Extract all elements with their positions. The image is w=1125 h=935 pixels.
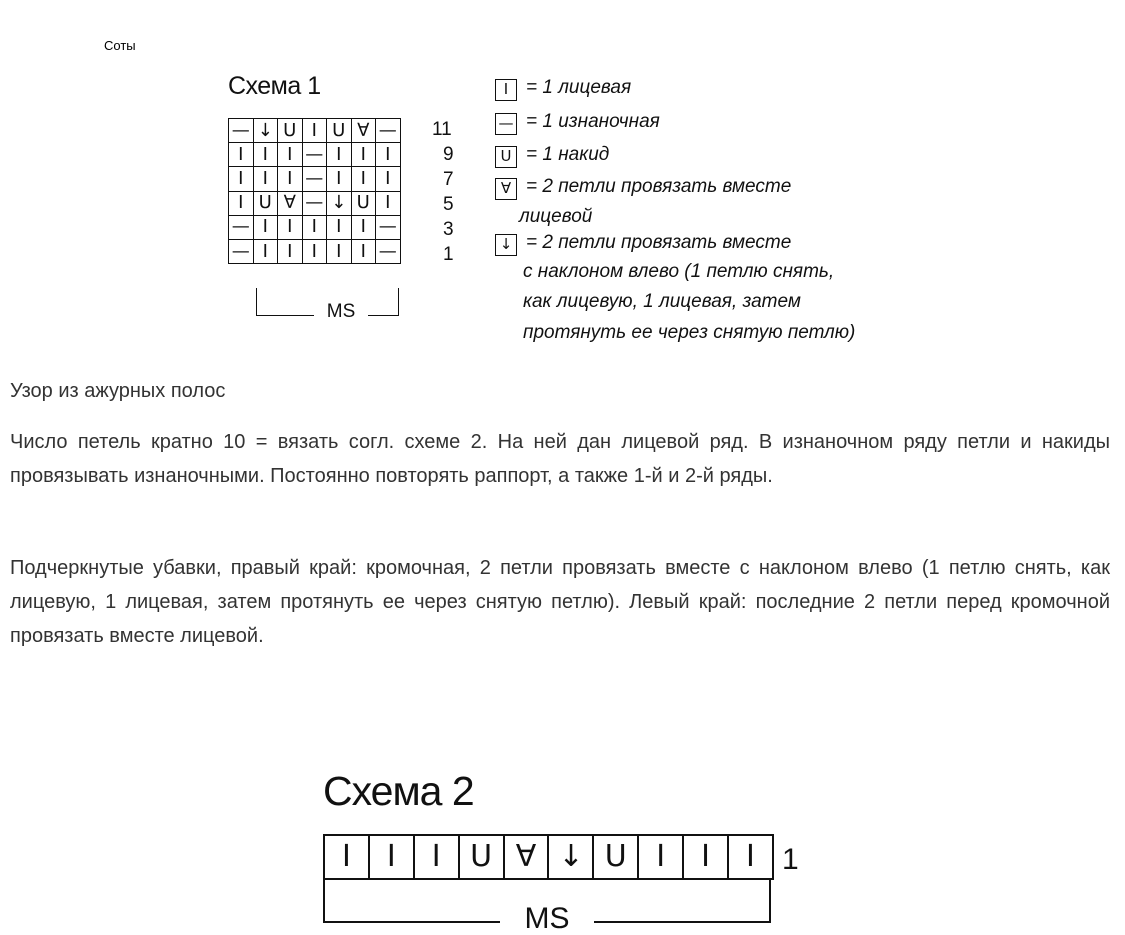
chart-cell: U: [459, 835, 504, 879]
chart-cell: —: [302, 143, 327, 167]
chart-cell: —: [376, 239, 401, 263]
chart-cell: —: [376, 119, 401, 143]
chart-cell: ↓: [253, 119, 278, 143]
chart-row: [324, 835, 773, 879]
chart-cell: I: [351, 143, 376, 167]
chart-row: [229, 119, 401, 143]
scheme2-chart-grid: [323, 834, 774, 880]
chart-row: [229, 215, 401, 239]
chart-cell: ↓: [548, 835, 593, 879]
chart-cell: I: [324, 835, 369, 879]
chart-cell: I: [351, 215, 376, 239]
pattern-heading: Узор из ажурных полос: [10, 380, 226, 402]
left-slant-decrease-symbol: ↓: [495, 234, 517, 256]
chart-cell: ∀: [351, 119, 376, 143]
legend-text: = 1 лицевая: [526, 77, 632, 98]
chart-cell: I: [302, 119, 327, 143]
chart-cell: I: [253, 167, 278, 191]
chart-cell: I: [229, 191, 254, 215]
chart-cell: I: [253, 215, 278, 239]
yarn-over-symbol: U: [495, 146, 517, 168]
scheme1-title: Схема 1: [228, 72, 321, 100]
chart-row: [229, 167, 401, 191]
legend-text: = 2 петли провязать вместе: [526, 176, 792, 197]
row-number: 11: [432, 119, 452, 140]
chart-cell: I: [327, 167, 352, 191]
chart-cell: —: [229, 119, 254, 143]
row-number: 5: [443, 194, 454, 215]
legend-text: как лицевую, 1 лицевая, затем: [523, 291, 801, 312]
row-number: 7: [443, 169, 454, 190]
chart-cell: U: [351, 191, 376, 215]
repeat-label: MS: [314, 302, 368, 321]
chart-cell: I: [351, 239, 376, 263]
chart-row: [229, 143, 401, 167]
chart-cell: I: [683, 835, 728, 879]
legend-text: = 1 изнаночная: [526, 111, 660, 132]
chart-cell: I: [327, 143, 352, 167]
chart-cell: I: [278, 239, 303, 263]
legend-text: = 1 накид: [526, 144, 610, 165]
chart-cell: I: [302, 239, 327, 263]
chart-cell: I: [253, 143, 278, 167]
chart-cell: I: [229, 143, 254, 167]
chart-cell: I: [253, 239, 278, 263]
chart-cell: I: [369, 835, 414, 879]
chart-row: [229, 239, 401, 263]
chart-cell: I: [327, 215, 352, 239]
legend-text: = 2 петли провязать вместе: [526, 232, 792, 253]
chart-cell: I: [638, 835, 683, 879]
chart-cell: I: [376, 143, 401, 167]
scheme1-chart-grid: [228, 118, 401, 264]
pattern-description: Число петель кратно 10 = вязать согл. схеме 2. На ней дан лицевой ряд. В изнаночном ряду петли и накиды провязывать изнаночными. Постоянно повторять раппорт, а также 1-й и 2-й ряды.: [10, 431, 1110, 487]
chart-cell: I: [351, 167, 376, 191]
pattern-decreases: Подчеркнутые убавки, правый край: кромочная, 2 петли провязать вместе с наклоном влево (1 петлю снять, как лицевую, 1 лицевая, затем протянуть ее через снятую петлю). Левый край: последние 2 петли перед кромочной провязать вместе лицевой.: [10, 557, 1110, 647]
legend-text: лицевой: [519, 206, 593, 227]
chart-cell: U: [593, 835, 638, 879]
chart-cell: I: [302, 215, 327, 239]
chart-cell: —: [302, 167, 327, 191]
chart-cell: U: [327, 119, 352, 143]
purl-stitch-symbol: —: [495, 113, 517, 135]
chart-cell: I: [278, 143, 303, 167]
page-caption: Соты: [104, 38, 136, 53]
knit-stitch-symbol: I: [495, 79, 517, 101]
chart-cell: —: [229, 239, 254, 263]
chart-cell: —: [302, 191, 327, 215]
row-number: 3: [443, 219, 454, 240]
chart-cell: U: [278, 119, 303, 143]
chart-cell: I: [376, 167, 401, 191]
chart-cell: U: [253, 191, 278, 215]
chart-cell: I: [278, 215, 303, 239]
k2tog-symbol: ∀: [495, 178, 517, 200]
chart-cell: I: [327, 239, 352, 263]
chart-cell: I: [376, 191, 401, 215]
chart-cell: I: [278, 167, 303, 191]
chart-cell: —: [229, 215, 254, 239]
chart-cell: ∀: [278, 191, 303, 215]
chart-cell: ↓: [327, 191, 352, 215]
scheme2-title: Схема 2: [323, 768, 474, 814]
chart-row: [229, 191, 401, 215]
legend-text: с наклоном влево (1 петлю снять,: [523, 261, 835, 282]
chart-cell: I: [728, 835, 773, 879]
chart-cell: —: [376, 215, 401, 239]
row-number: 1: [782, 843, 799, 876]
repeat-label: MS: [500, 904, 594, 934]
row-number: 1: [443, 244, 454, 265]
chart-cell: I: [229, 167, 254, 191]
chart-cell: ∀: [504, 835, 549, 879]
chart-cell: I: [414, 835, 459, 879]
row-number: 9: [443, 144, 454, 165]
legend-text: протянуть ее через снятую петлю): [523, 322, 856, 343]
